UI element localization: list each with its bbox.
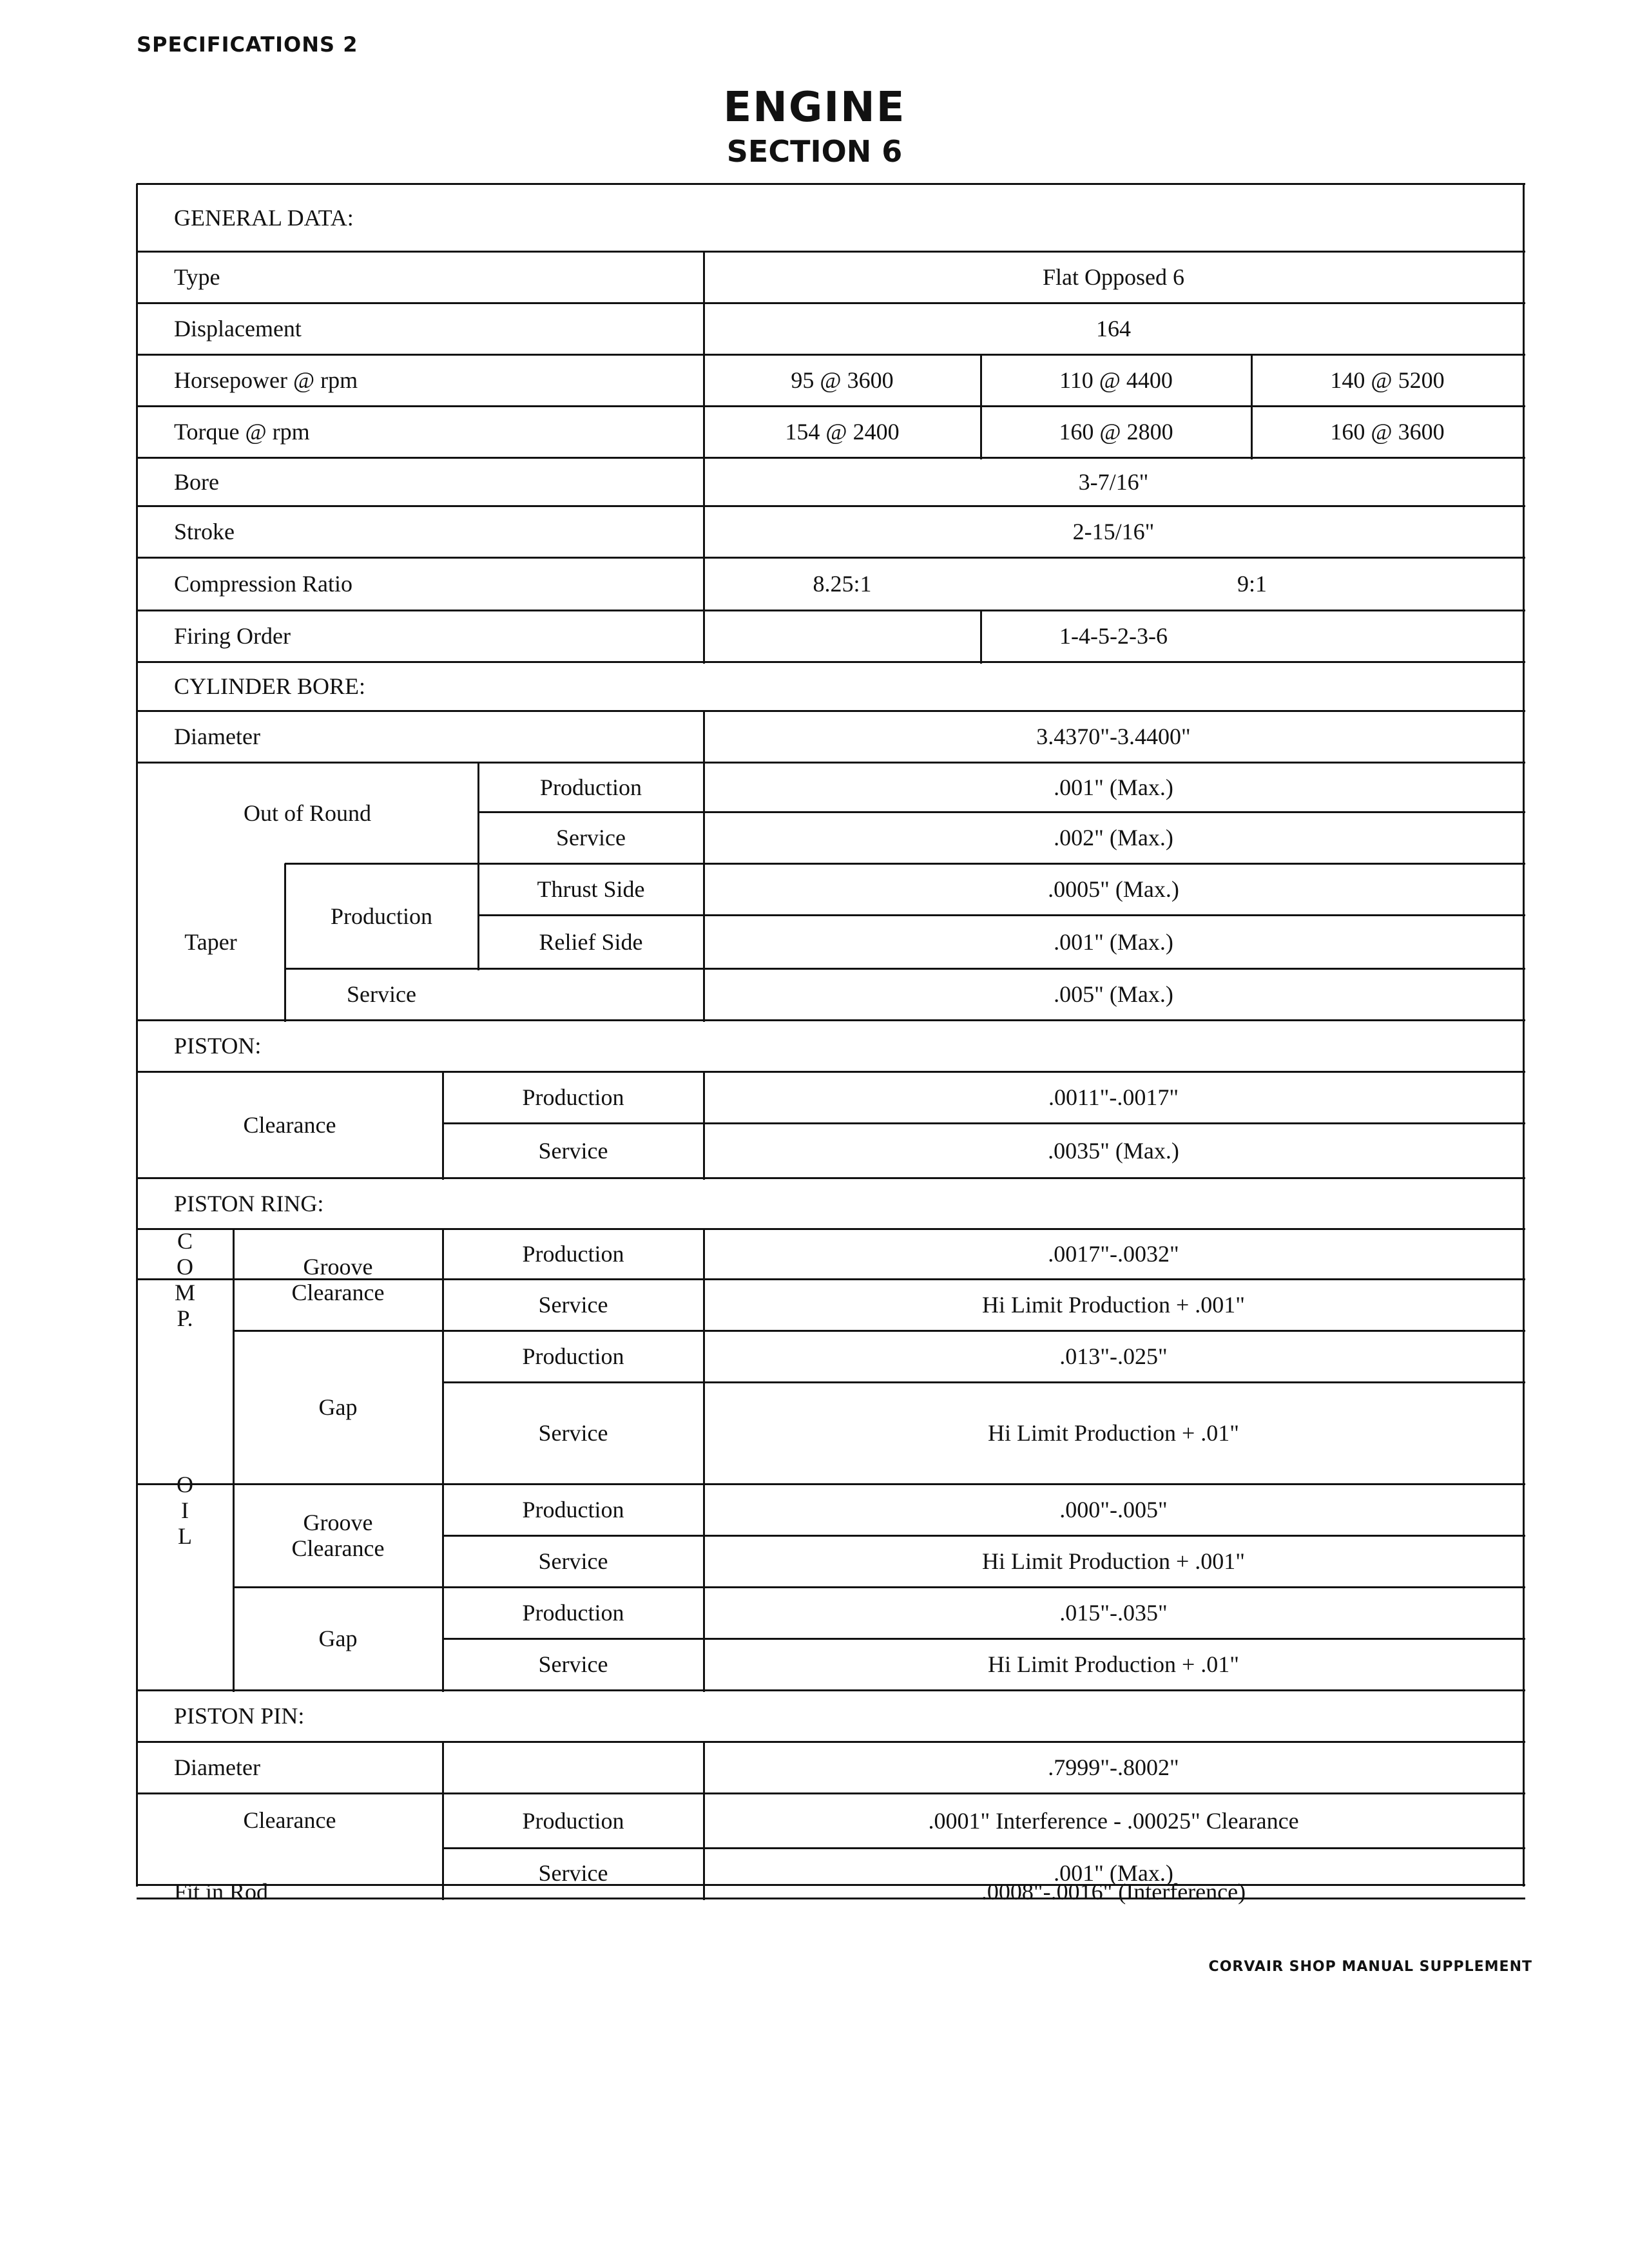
vertical-letter: O [177,1254,193,1280]
rule-line [137,557,1525,559]
rule-line [478,914,1525,916]
rule-line [443,1278,1525,1280]
rule-line [703,711,705,1022]
value-piston-production: .0011"-.0017" [1048,1084,1179,1110]
gap-label: Gap [318,1394,358,1420]
rule-line [137,762,1525,764]
ring-value: .013"-.025" [1059,1343,1168,1369]
sub-label-production: Production [522,1343,624,1369]
ring-value: Hi Limit Production + .01" [988,1651,1239,1677]
page-subtitle: SECTION 6 [726,134,903,169]
sub-label-service: Service [538,1420,608,1446]
rule-line [137,1071,1525,1073]
rule-line [443,1847,1525,1849]
rule-line [285,863,1525,865]
page-footer: CORVAIR SHOP MANUAL SUPPLEMENT [1208,1959,1532,1975]
groove-label: Groove [303,1254,373,1280]
sub-label-production: Production [522,1600,624,1626]
groove-label: Groove [303,1510,373,1535]
rule-line [137,457,1525,459]
ring-value: Hi Limit Production + .01" [988,1420,1239,1446]
vertical-letter: C [177,1228,193,1254]
compression-value: 8.25:1 [813,571,872,597]
torque-value: 160 @ 3600 [1330,419,1445,445]
horsepower-value: 140 @ 5200 [1330,367,1445,393]
sub-label-production: Production [522,1497,624,1523]
rule-line [137,1019,1525,1021]
rule-line [137,251,1525,253]
ring-value: .015"-.035" [1059,1600,1168,1626]
row-label-clearance: Clearance [243,1111,336,1138]
sub-label-production: Production [331,903,432,929]
sub-label-service: Service [538,1860,608,1886]
value-pin-production: .0001" Interference - .00025" Clearance [928,1807,1299,1834]
sub-label-production: Production [522,1241,624,1267]
value-pin-service: .001" (Max.) [1054,1860,1173,1886]
rule-line [137,661,1525,663]
value-piston-service: .0035" (Max.) [1048,1137,1179,1164]
horsepower-value: 95 @ 3600 [791,367,894,393]
row-label-out-of-round: Out of Round [244,800,371,826]
rule-line [136,184,138,1887]
rule-line [137,1228,1525,1230]
row-label-bore: Bore [174,468,219,495]
value-oor-production: .001" (Max.) [1054,774,1173,800]
row-label-firing-order: Firing Order [174,623,291,649]
rule-line [233,1586,1525,1588]
row-label-fit-in-rod: Fit in Rod [174,1878,269,1905]
rule-line [137,183,1525,185]
rule-line [443,1638,1525,1640]
row-value-firing-order: 1-4-5-2-3-6 [1059,623,1168,649]
ring-value: .0017"-.0032" [1048,1241,1179,1267]
page-header-label: SPECIFICATIONS 2 [137,32,358,57]
ring-value: Hi Limit Production + .001" [982,1548,1245,1574]
row-label-diameter: Diameter [174,724,260,749]
rule-line [137,405,1525,407]
rule-line [137,1483,1525,1485]
sub-label-service: Service [347,981,416,1007]
sub-label-service: Service [538,1292,608,1318]
rule-line [443,1535,1525,1537]
sub-label-production: Production [540,774,642,800]
row-label-pin-diameter: Diameter [174,1754,260,1780]
row-label-pin-clearance: Clearance [243,1807,336,1833]
section-heading-cylinder-bore: CYLINDER BORE: [174,673,365,699]
vertical-letter: O [177,1472,193,1497]
vertical-letter: I [181,1497,189,1523]
rule-line [703,251,705,664]
vertical-letter: L [178,1523,192,1549]
sub-label-thrust-side: Thrust Side [537,876,645,902]
section-heading-piston: PISTON: [174,1033,262,1059]
section-heading-general: GENERAL DATA: [174,204,354,231]
value-thrust-side: .0005" (Max.) [1048,876,1179,902]
gap-label: Gap [318,1626,358,1651]
horsepower-value: 110 @ 4400 [1059,367,1173,393]
row-value-diameter: 3.4370"-3.4400" [1036,724,1191,749]
row-label-horsepower: Horsepower @ rpm [174,367,358,393]
oil-ring-label [166,1472,204,1549]
section-heading-piston-ring: PISTON RING: [174,1190,324,1216]
rule-line [443,1381,1525,1383]
row-value-pin-diameter: .7999"-.8002" [1048,1754,1179,1780]
rule-line [137,1741,1525,1743]
groove-label: Clearance [291,1535,385,1561]
row-label-type: Type [174,264,220,290]
rule-line [137,354,1525,356]
rule-line [137,710,1525,712]
row-value-bore: 3-7/16" [1078,468,1149,495]
torque-value: 154 @ 2400 [785,419,900,445]
engine-spec-table [137,184,1523,1905]
row-value-stroke: 2-15/16" [1072,519,1155,544]
rule-line [137,1689,1525,1691]
rule-line [443,1122,1525,1124]
rule-line [137,302,1525,304]
ring-value: .000"-.005" [1059,1497,1168,1523]
value-taper-service: .005" (Max.) [1054,981,1173,1007]
row-label-displacement: Displacement [174,316,302,341]
sub-label-relief-side: Relief Side [539,928,643,955]
groove-label: Clearance [291,1280,385,1305]
compression-value: 9:1 [1237,571,1267,597]
comp-ring-label [166,1228,204,1331]
row-value-type: Flat Opposed 6 [1043,264,1184,290]
sub-label-service: Service [556,825,626,850]
rule-line [137,505,1525,507]
rule-line [137,610,1525,611]
sub-label-service: Service [538,1137,608,1164]
sub-label-production: Production [522,1807,624,1834]
vertical-letter: P. [177,1305,193,1331]
rule-line [285,968,1525,970]
section-heading-piston-pin: PISTON PIN: [174,1703,305,1729]
value-relief-side: .001" (Max.) [1054,928,1173,955]
row-value-displacement: 164 [1096,316,1131,341]
sub-label-service: Service [538,1548,608,1574]
row-label-torque: Torque @ rpm [174,419,310,445]
row-value-fit-in-rod: .0008"-.0016" (Interference) [981,1878,1246,1905]
sub-label-service: Service [538,1651,608,1677]
rule-line [478,811,1525,813]
ring-value: Hi Limit Production + .001" [982,1292,1245,1318]
rule-line [233,1330,1525,1332]
rule-line [137,1177,1525,1179]
sub-label-production: Production [522,1084,624,1110]
torque-value: 160 @ 2800 [1059,419,1173,445]
page-title: ENGINE [723,84,906,131]
rule-line [137,1792,1525,1794]
value-oor-service: .002" (Max.) [1054,825,1173,850]
row-label-compression: Compression Ratio [174,571,352,597]
vertical-letter: M [174,1280,195,1305]
row-label-taper: Taper [184,928,237,955]
row-label-stroke: Stroke [174,519,235,544]
